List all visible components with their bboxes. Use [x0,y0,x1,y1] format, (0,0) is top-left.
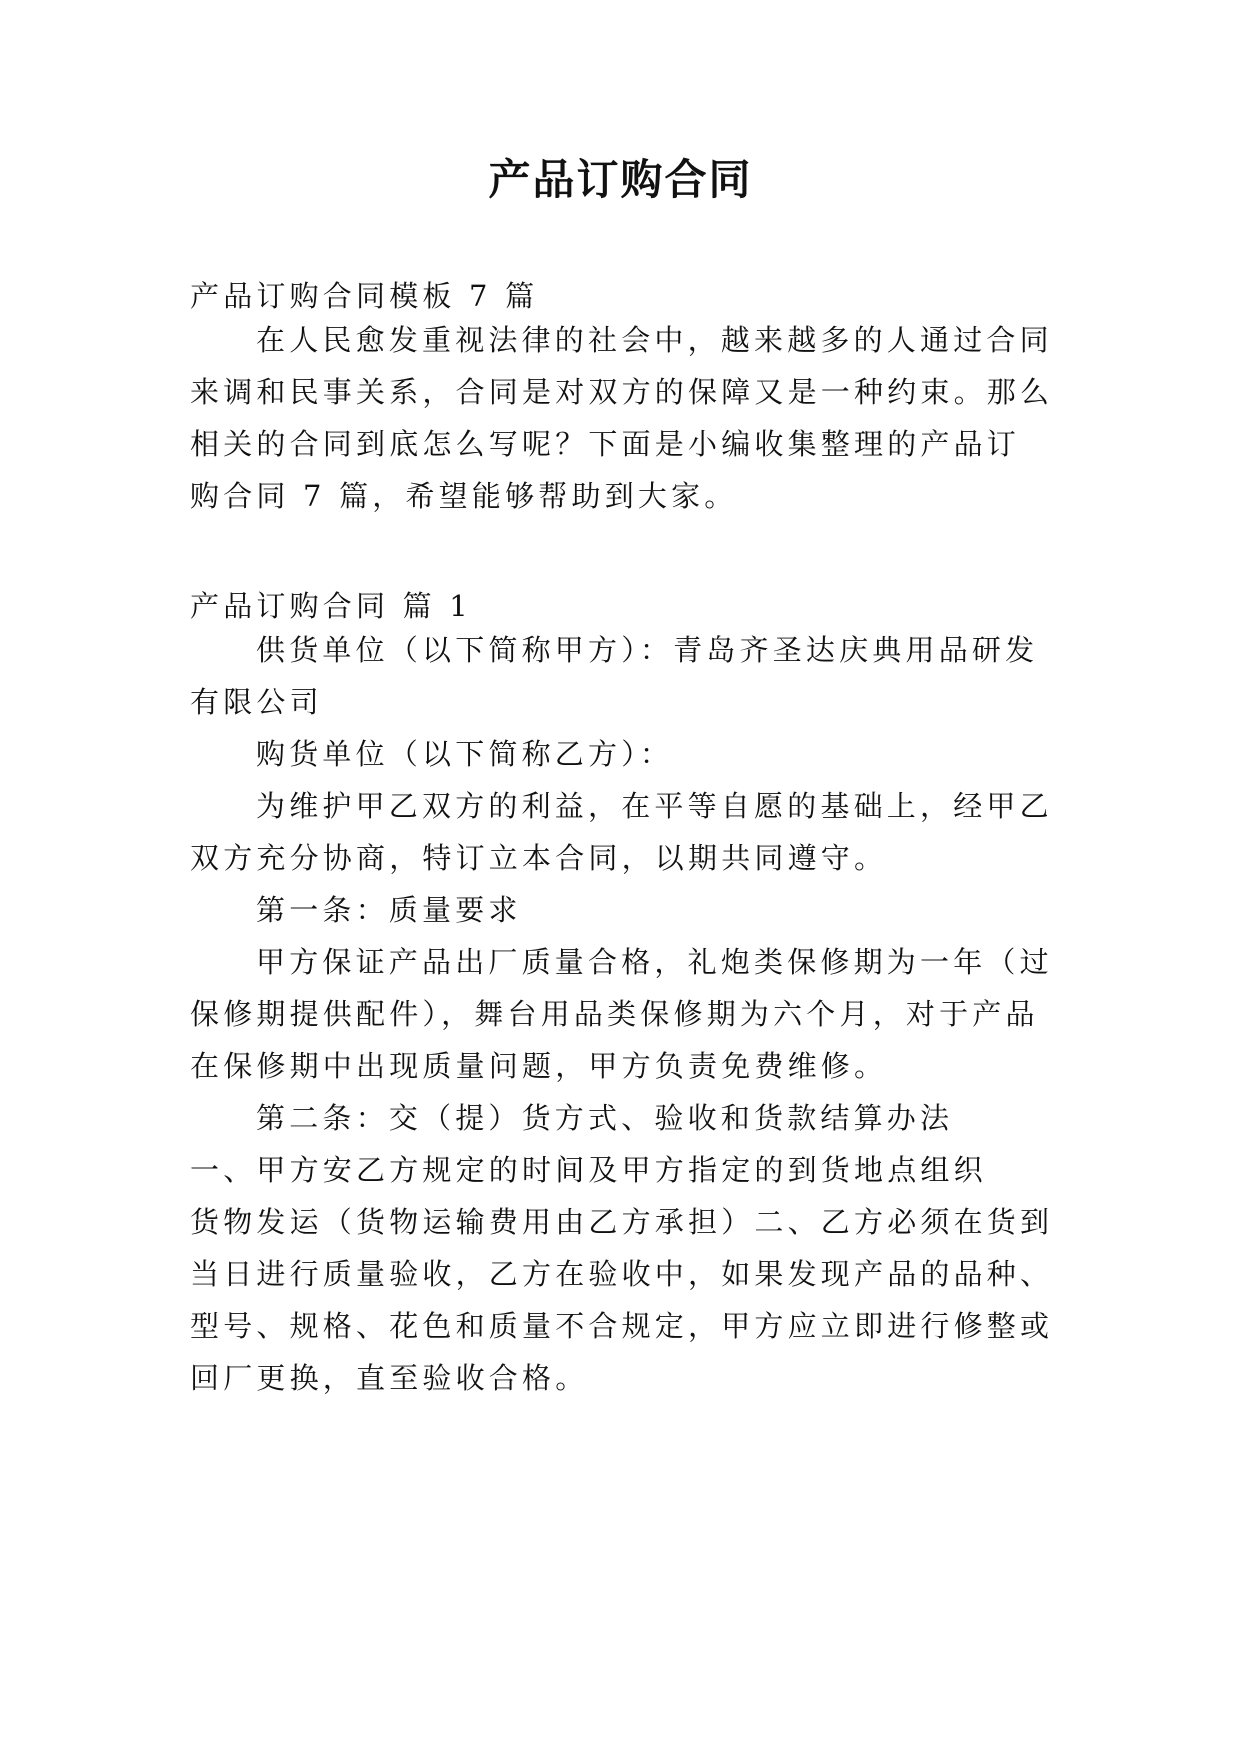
section-heading: 产品订购合同 篇 1 [190,589,472,623]
paragraph-line: 为维护甲乙双方的利益，在平等自愿的基础上，经甲乙 [256,789,1053,823]
clause-heading: 第一条：质量要求 [256,893,522,927]
document-subtitle: 产品订购合同模板 7 篇 [190,279,539,313]
paragraph-line: 回厂更换，直至验收合格。 [190,1361,589,1395]
intro-line: 来调和民事关系，合同是对双方的保障又是一种约束。那么 [190,375,1054,409]
buyer-line: 购货单位（以下简称乙方）： [256,737,674,771]
paragraph-line: 保修期提供配件），舞台用品类保修期为六个月，对于产品 [190,997,1039,1031]
document-title: 产品订购合同 [488,155,753,204]
paragraph-line: 一、甲方安乙方规定的时间及甲方指定的到货地点组织 [190,1153,987,1187]
intro-line: 在人民愈发重视法律的社会中，越来越多的人通过合同 [256,323,1053,357]
paragraph-line: 甲方保证产品出厂质量合格，礼炮类保修期为一年（过 [256,945,1053,979]
paragraph-line: 货物发运（货物运输费用由乙方承担）二、乙方必须在货到 [190,1205,1054,1239]
clause-heading: 第二条：交（提）货方式、验收和货款结算办法 [256,1101,954,1135]
paragraph-line: 双方充分协商，特订立本合同，以期共同遵守。 [190,841,888,875]
intro-line: 相关的合同到底怎么写呢？下面是小编收集整理的产品订 [190,427,1021,461]
paragraph-line: 在保修期中出现质量问题，甲方负责免费维修。 [190,1049,888,1083]
supplier-line: 有限公司 [190,685,323,719]
paragraph-line: 型号、规格、花色和质量不合规定，甲方应立即进行修整或 [190,1309,1054,1343]
paragraph-line: 当日进行质量验收，乙方在验收中，如果发现产品的品种、 [190,1257,1054,1291]
supplier-line: 供货单位（以下简称甲方）：青岛齐圣达庆典用品研发 [256,633,1039,667]
intro-line: 购合同 7 篇，希望能够帮助到大家。 [190,479,738,513]
